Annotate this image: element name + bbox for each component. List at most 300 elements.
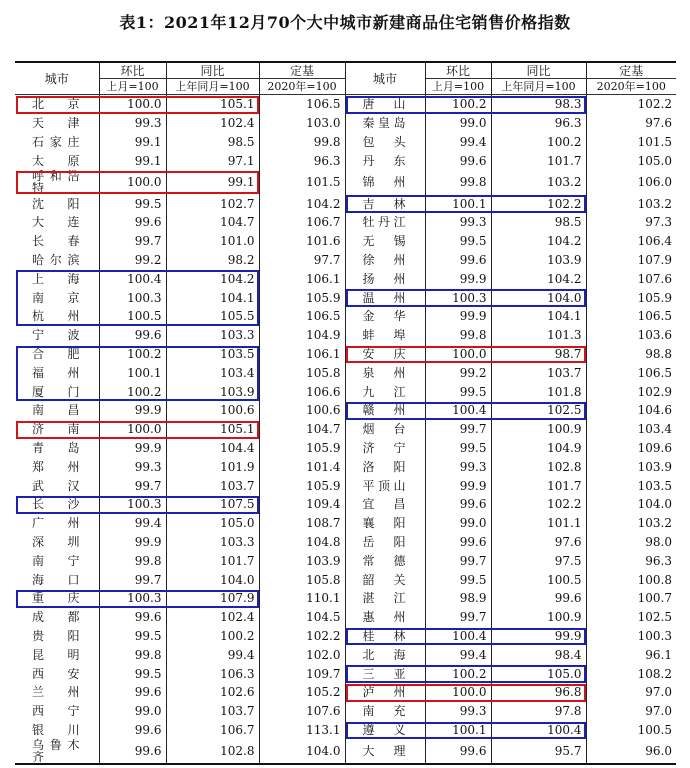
left-base-cell: 101.6 xyxy=(259,232,345,251)
left-base-cell: 106.6 xyxy=(259,382,345,401)
right-base-cell: 97.0 xyxy=(586,683,676,702)
left-mom-cell: 99.5 xyxy=(99,664,166,683)
left-city-cell: 太 原 xyxy=(15,151,99,170)
table-row xyxy=(15,151,676,170)
left-mom-cell: 100.3 xyxy=(99,288,166,307)
header-mom-right: 环比 xyxy=(425,62,491,79)
right-city-cell: 包 头 xyxy=(345,133,425,152)
right-base-cell: 109.6 xyxy=(586,439,676,458)
left-mom-cell: 100.2 xyxy=(99,345,166,364)
header-yoy-right: 同比 xyxy=(491,62,586,79)
left-base-cell: 105.2 xyxy=(259,683,345,702)
left-city-cell: 贵 阳 xyxy=(15,627,99,646)
right-yoy-cell: 104.0 xyxy=(491,288,586,307)
left-mom-cell: 100.0 xyxy=(99,420,166,439)
right-base-cell: 103.6 xyxy=(586,326,676,345)
table-row xyxy=(15,114,676,133)
right-mom-cell: 100.1 xyxy=(425,721,491,740)
right-yoy-cell: 97.6 xyxy=(491,533,586,552)
left-base-cell: 113.1 xyxy=(259,721,345,740)
left-mom-cell: 99.2 xyxy=(99,251,166,270)
right-mom-cell: 100.2 xyxy=(425,664,491,683)
header-yoy-sub-right: 上年同月=100 xyxy=(491,79,586,95)
table-row xyxy=(15,251,676,270)
left-yoy-cell: 103.7 xyxy=(166,702,259,721)
right-base-cell: 97.6 xyxy=(586,114,676,133)
right-city-cell: 大 理 xyxy=(345,739,425,764)
header-base-sub-left: 2020年=100 xyxy=(259,79,345,95)
right-city-cell: 平顶山 xyxy=(345,476,425,495)
table-row xyxy=(15,232,676,251)
left-mom-cell: 99.8 xyxy=(99,645,166,664)
table-row xyxy=(15,382,676,401)
left-yoy-cell: 101.9 xyxy=(166,457,259,476)
right-city-cell: 蚌 埠 xyxy=(345,326,425,345)
table-row xyxy=(15,345,676,364)
left-city-cell: 大 连 xyxy=(15,213,99,232)
left-base-cell: 109.7 xyxy=(259,664,345,683)
right-mom-cell: 99.9 xyxy=(425,307,491,326)
left-base-cell: 104.8 xyxy=(259,533,345,552)
right-yoy-cell: 101.7 xyxy=(491,476,586,495)
table-row xyxy=(15,363,676,382)
right-yoy-cell: 105.0 xyxy=(491,664,586,683)
right-yoy-cell: 104.1 xyxy=(491,307,586,326)
right-mom-cell: 99.6 xyxy=(425,151,491,170)
right-city-cell: 惠 州 xyxy=(345,608,425,627)
left-yoy-cell: 97.1 xyxy=(166,151,259,170)
left-mom-cell: 99.5 xyxy=(99,627,166,646)
right-base-cell: 103.9 xyxy=(586,457,676,476)
left-mom-cell: 99.6 xyxy=(99,721,166,740)
left-city-cell: 重 庆 xyxy=(15,589,99,608)
table-row xyxy=(15,495,676,514)
left-base-cell: 109.4 xyxy=(259,495,345,514)
right-mom-cell: 99.7 xyxy=(425,608,491,627)
right-mom-cell: 99.3 xyxy=(425,702,491,721)
left-city-cell: 南 京 xyxy=(15,288,99,307)
left-yoy-cell: 99.4 xyxy=(166,645,259,664)
right-yoy-cell: 99.9 xyxy=(491,627,586,646)
left-base-cell: 104.7 xyxy=(259,420,345,439)
right-mom-cell: 99.5 xyxy=(425,439,491,458)
right-base-cell: 97.0 xyxy=(586,702,676,721)
right-mom-cell: 99.0 xyxy=(425,114,491,133)
right-yoy-cell: 100.9 xyxy=(491,608,586,627)
right-yoy-cell: 97.5 xyxy=(491,551,586,570)
left-base-cell: 97.7 xyxy=(259,251,345,270)
left-mom-cell: 100.0 xyxy=(99,170,166,194)
left-city-cell: 成 都 xyxy=(15,608,99,627)
right-mom-cell: 99.0 xyxy=(425,514,491,533)
right-base-cell: 102.9 xyxy=(586,382,676,401)
left-yoy-cell: 104.2 xyxy=(166,269,259,288)
left-yoy-cell: 102.8 xyxy=(166,739,259,764)
right-city-cell: 湛 江 xyxy=(345,589,425,608)
right-yoy-cell: 100.2 xyxy=(491,133,586,152)
right-city-cell: 安 庆 xyxy=(345,345,425,364)
right-yoy-cell: 102.8 xyxy=(491,457,586,476)
right-mom-cell: 99.5 xyxy=(425,570,491,589)
right-mom-cell: 100.2 xyxy=(425,95,491,114)
right-base-cell: 98.8 xyxy=(586,345,676,364)
left-mom-cell: 99.7 xyxy=(99,476,166,495)
right-mom-cell: 99.8 xyxy=(425,326,491,345)
table-row xyxy=(15,439,676,458)
left-mom-cell: 99.7 xyxy=(99,570,166,589)
left-city-cell: 呼和浩特 xyxy=(15,170,99,194)
left-yoy-cell: 99.1 xyxy=(166,170,259,194)
left-mom-cell: 100.3 xyxy=(99,495,166,514)
right-city-cell: 扬 州 xyxy=(345,269,425,288)
right-base-cell: 101.5 xyxy=(586,133,676,152)
right-yoy-cell: 103.2 xyxy=(491,170,586,194)
table-row xyxy=(15,307,676,326)
right-yoy-cell: 96.3 xyxy=(491,114,586,133)
left-city-cell: 南 宁 xyxy=(15,551,99,570)
left-base-cell: 105.8 xyxy=(259,570,345,589)
table-row xyxy=(15,645,676,664)
right-city-cell: 丹 东 xyxy=(345,151,425,170)
left-base-cell: 110.1 xyxy=(259,589,345,608)
left-yoy-cell: 106.7 xyxy=(166,721,259,740)
table-row xyxy=(15,514,676,533)
left-yoy-cell: 104.1 xyxy=(166,288,259,307)
header-mom-sub-right: 上月=100 xyxy=(425,79,491,95)
right-base-cell: 103.4 xyxy=(586,420,676,439)
right-yoy-cell: 104.9 xyxy=(491,439,586,458)
left-yoy-cell: 100.2 xyxy=(166,627,259,646)
right-base-cell: 106.5 xyxy=(586,363,676,382)
header-mom-sub-left: 上月=100 xyxy=(99,79,166,95)
table-row xyxy=(15,702,676,721)
right-mom-cell: 98.9 xyxy=(425,589,491,608)
right-city-cell: 九 江 xyxy=(345,382,425,401)
left-mom-cell: 100.4 xyxy=(99,269,166,288)
left-yoy-cell: 104.0 xyxy=(166,570,259,589)
right-base-cell: 97.3 xyxy=(586,213,676,232)
left-mom-cell: 99.6 xyxy=(99,326,166,345)
right-city-cell: 三 亚 xyxy=(345,664,425,683)
right-base-cell: 107.9 xyxy=(586,251,676,270)
right-yoy-cell: 102.2 xyxy=(491,495,586,514)
right-yoy-cell: 97.8 xyxy=(491,702,586,721)
right-base-cell: 100.5 xyxy=(586,721,676,740)
right-yoy-cell: 101.7 xyxy=(491,151,586,170)
left-yoy-cell: 98.2 xyxy=(166,251,259,270)
left-yoy-cell: 102.4 xyxy=(166,608,259,627)
right-yoy-cell: 103.9 xyxy=(491,251,586,270)
right-yoy-cell: 101.8 xyxy=(491,382,586,401)
left-yoy-cell: 103.7 xyxy=(166,476,259,495)
right-city-cell: 泉 州 xyxy=(345,363,425,382)
left-yoy-cell: 104.7 xyxy=(166,213,259,232)
left-base-cell: 105.9 xyxy=(259,476,345,495)
table-row xyxy=(15,213,676,232)
right-yoy-cell: 100.9 xyxy=(491,420,586,439)
right-mom-cell: 99.3 xyxy=(425,213,491,232)
right-base-cell: 100.8 xyxy=(586,570,676,589)
left-mom-cell: 100.0 xyxy=(99,95,166,114)
header-base-right: 定基 xyxy=(586,62,676,79)
right-mom-cell: 99.7 xyxy=(425,551,491,570)
left-mom-cell: 99.5 xyxy=(99,194,166,213)
right-yoy-cell: 98.3 xyxy=(491,95,586,114)
left-yoy-cell: 105.1 xyxy=(166,420,259,439)
right-city-cell: 温 州 xyxy=(345,288,425,307)
left-city-cell: 武 汉 xyxy=(15,476,99,495)
right-mom-cell: 99.6 xyxy=(425,495,491,514)
right-yoy-cell: 101.1 xyxy=(491,514,586,533)
right-mom-cell: 99.8 xyxy=(425,170,491,194)
right-base-cell: 104.6 xyxy=(586,401,676,420)
table-row xyxy=(15,739,676,764)
left-base-cell: 104.0 xyxy=(259,739,345,764)
right-city-cell: 烟 台 xyxy=(345,420,425,439)
right-base-cell: 104.0 xyxy=(586,495,676,514)
left-city-cell: 昆 明 xyxy=(15,645,99,664)
left-city-cell: 广 州 xyxy=(15,514,99,533)
left-yoy-cell: 103.4 xyxy=(166,363,259,382)
right-base-cell: 107.6 xyxy=(586,269,676,288)
left-yoy-cell: 103.5 xyxy=(166,345,259,364)
left-yoy-cell: 102.6 xyxy=(166,683,259,702)
left-base-cell: 101.5 xyxy=(259,170,345,194)
left-base-cell: 108.7 xyxy=(259,514,345,533)
price-index-table xyxy=(15,61,676,765)
left-mom-cell: 99.3 xyxy=(99,114,166,133)
left-mom-cell: 99.3 xyxy=(99,457,166,476)
right-mom-cell: 100.0 xyxy=(425,683,491,702)
table-row xyxy=(15,326,676,345)
table-row xyxy=(15,627,676,646)
left-base-cell: 106.7 xyxy=(259,213,345,232)
right-yoy-cell: 103.7 xyxy=(491,363,586,382)
left-mom-cell: 99.0 xyxy=(99,702,166,721)
right-base-cell: 100.7 xyxy=(586,589,676,608)
right-city-cell: 赣 州 xyxy=(345,401,425,420)
right-yoy-cell: 100.5 xyxy=(491,570,586,589)
left-base-cell: 106.1 xyxy=(259,345,345,364)
right-city-cell: 锦 州 xyxy=(345,170,425,194)
left-city-cell: 海 口 xyxy=(15,570,99,589)
right-city-cell: 徐 州 xyxy=(345,251,425,270)
left-mom-cell: 100.3 xyxy=(99,589,166,608)
left-yoy-cell: 103.9 xyxy=(166,382,259,401)
right-mom-cell: 100.4 xyxy=(425,627,491,646)
right-city-cell: 襄 阳 xyxy=(345,514,425,533)
left-yoy-cell: 102.4 xyxy=(166,114,259,133)
table-row xyxy=(15,401,676,420)
right-mom-cell: 100.1 xyxy=(425,194,491,213)
right-city-cell: 岳 阳 xyxy=(345,533,425,552)
right-city-cell: 常 德 xyxy=(345,551,425,570)
right-city-cell: 吉 林 xyxy=(345,194,425,213)
left-city-cell: 兰 州 xyxy=(15,683,99,702)
left-city-cell: 石家庄 xyxy=(15,133,99,152)
table-row xyxy=(15,589,676,608)
left-city-cell: 青 岛 xyxy=(15,439,99,458)
left-city-cell: 深 圳 xyxy=(15,533,99,552)
left-mom-cell: 99.7 xyxy=(99,232,166,251)
table-row xyxy=(15,664,676,683)
left-mom-cell: 99.6 xyxy=(99,213,166,232)
right-city-cell: 韶 关 xyxy=(345,570,425,589)
right-mom-cell: 100.0 xyxy=(425,345,491,364)
left-base-cell: 104.9 xyxy=(259,326,345,345)
right-base-cell: 102.2 xyxy=(586,95,676,114)
left-base-cell: 96.3 xyxy=(259,151,345,170)
table-row xyxy=(15,133,676,152)
left-base-cell: 100.6 xyxy=(259,401,345,420)
left-city-cell: 杭 州 xyxy=(15,307,99,326)
left-yoy-cell: 101.7 xyxy=(166,551,259,570)
header-city-left: 城市 xyxy=(15,62,99,95)
table-body xyxy=(15,95,676,765)
left-city-cell: 郑 州 xyxy=(15,457,99,476)
right-mom-cell: 99.7 xyxy=(425,420,491,439)
left-city-cell: 上 海 xyxy=(15,269,99,288)
right-base-cell: 106.4 xyxy=(586,232,676,251)
header-base-left: 定基 xyxy=(259,62,345,79)
left-mom-cell: 99.9 xyxy=(99,439,166,458)
left-yoy-cell: 104.4 xyxy=(166,439,259,458)
table-row xyxy=(15,288,676,307)
right-yoy-cell: 98.7 xyxy=(491,345,586,364)
left-mom-cell: 99.9 xyxy=(99,533,166,552)
left-base-cell: 101.4 xyxy=(259,457,345,476)
right-city-cell: 遵 义 xyxy=(345,721,425,740)
right-city-cell: 泸 州 xyxy=(345,683,425,702)
right-base-cell: 105.9 xyxy=(586,288,676,307)
left-yoy-cell: 102.7 xyxy=(166,194,259,213)
left-base-cell: 105.9 xyxy=(259,439,345,458)
right-mom-cell: 100.4 xyxy=(425,401,491,420)
left-city-cell: 宁 波 xyxy=(15,326,99,345)
right-mom-cell: 99.4 xyxy=(425,645,491,664)
right-city-cell: 唐 山 xyxy=(345,95,425,114)
header-mom-left: 环比 xyxy=(99,62,166,79)
table-row xyxy=(15,476,676,495)
left-base-cell: 99.8 xyxy=(259,133,345,152)
right-base-cell: 106.5 xyxy=(586,307,676,326)
table-title: 表1：2021年12月70个大中城市新建商品住宅销售价格指数 xyxy=(119,13,571,32)
header-city-right: 城市 xyxy=(345,62,425,95)
right-mom-cell: 99.2 xyxy=(425,363,491,382)
right-base-cell: 105.0 xyxy=(586,151,676,170)
right-yoy-cell: 98.4 xyxy=(491,645,586,664)
right-base-cell: 103.2 xyxy=(586,514,676,533)
left-mom-cell: 100.2 xyxy=(99,382,166,401)
right-mom-cell: 99.9 xyxy=(425,269,491,288)
table-row xyxy=(15,721,676,740)
right-city-cell: 无 锡 xyxy=(345,232,425,251)
left-city-cell: 天 津 xyxy=(15,114,99,133)
left-base-cell: 104.5 xyxy=(259,608,345,627)
left-yoy-cell: 106.3 xyxy=(166,664,259,683)
right-base-cell: 106.0 xyxy=(586,170,676,194)
right-base-cell: 102.5 xyxy=(586,608,676,627)
right-mom-cell: 99.4 xyxy=(425,133,491,152)
right-yoy-cell: 104.2 xyxy=(491,269,586,288)
header-yoy-sub-left: 上年同月=100 xyxy=(166,79,259,95)
right-mom-cell: 99.5 xyxy=(425,232,491,251)
table-row xyxy=(15,570,676,589)
left-city-cell: 南 昌 xyxy=(15,401,99,420)
left-mom-cell: 99.9 xyxy=(99,401,166,420)
table-row xyxy=(15,683,676,702)
header-base-sub-right: 2020年=100 xyxy=(586,79,676,95)
left-yoy-cell: 107.9 xyxy=(166,589,259,608)
right-yoy-cell: 98.5 xyxy=(491,213,586,232)
left-yoy-cell: 101.0 xyxy=(166,232,259,251)
left-city-cell: 福 州 xyxy=(15,363,99,382)
left-mom-cell: 99.1 xyxy=(99,151,166,170)
left-base-cell: 105.8 xyxy=(259,363,345,382)
left-city-cell: 长 沙 xyxy=(15,495,99,514)
right-yoy-cell: 100.4 xyxy=(491,721,586,740)
left-yoy-cell: 98.5 xyxy=(166,133,259,152)
left-base-cell: 106.5 xyxy=(259,95,345,114)
right-city-cell: 秦皇岛 xyxy=(345,114,425,133)
header-yoy-left: 同比 xyxy=(166,62,259,79)
right-base-cell: 100.3 xyxy=(586,627,676,646)
right-base-cell: 108.2 xyxy=(586,664,676,683)
right-yoy-cell: 101.3 xyxy=(491,326,586,345)
right-city-cell: 宜 昌 xyxy=(345,495,425,514)
left-city-cell: 西 宁 xyxy=(15,702,99,721)
left-city-cell: 济 南 xyxy=(15,420,99,439)
right-mom-cell: 99.6 xyxy=(425,739,491,764)
table-row xyxy=(15,269,676,288)
right-city-cell: 北 海 xyxy=(345,645,425,664)
right-mom-cell: 99.5 xyxy=(425,382,491,401)
left-city-cell: 银 川 xyxy=(15,721,99,740)
left-city-cell: 长 春 xyxy=(15,232,99,251)
left-city-cell: 哈尔滨 xyxy=(15,251,99,270)
left-yoy-cell: 105.1 xyxy=(166,95,259,114)
left-base-cell: 102.0 xyxy=(259,645,345,664)
right-base-cell: 96.0 xyxy=(586,739,676,764)
left-city-cell: 沈 阳 xyxy=(15,194,99,213)
table-row xyxy=(15,533,676,552)
table-row xyxy=(15,95,676,114)
table-row xyxy=(15,457,676,476)
right-city-cell: 金 华 xyxy=(345,307,425,326)
left-city-cell: 西 安 xyxy=(15,664,99,683)
right-base-cell: 96.3 xyxy=(586,551,676,570)
left-base-cell: 107.6 xyxy=(259,702,345,721)
right-city-cell: 牡丹江 xyxy=(345,213,425,232)
left-yoy-cell: 103.3 xyxy=(166,533,259,552)
right-mom-cell: 99.3 xyxy=(425,457,491,476)
left-city-cell: 合 肥 xyxy=(15,345,99,364)
right-city-cell: 桂 林 xyxy=(345,627,425,646)
header-row-top xyxy=(15,62,676,79)
left-mom-cell: 99.8 xyxy=(99,551,166,570)
left-yoy-cell: 105.0 xyxy=(166,514,259,533)
left-mom-cell: 99.1 xyxy=(99,133,166,152)
left-mom-cell: 99.4 xyxy=(99,514,166,533)
left-mom-cell: 99.6 xyxy=(99,608,166,627)
left-yoy-cell: 105.5 xyxy=(166,307,259,326)
left-mom-cell: 99.6 xyxy=(99,683,166,702)
right-yoy-cell: 96.8 xyxy=(491,683,586,702)
table-row xyxy=(15,608,676,627)
left-base-cell: 106.5 xyxy=(259,307,345,326)
right-city-cell: 南 充 xyxy=(345,702,425,721)
right-mom-cell: 99.6 xyxy=(425,251,491,270)
